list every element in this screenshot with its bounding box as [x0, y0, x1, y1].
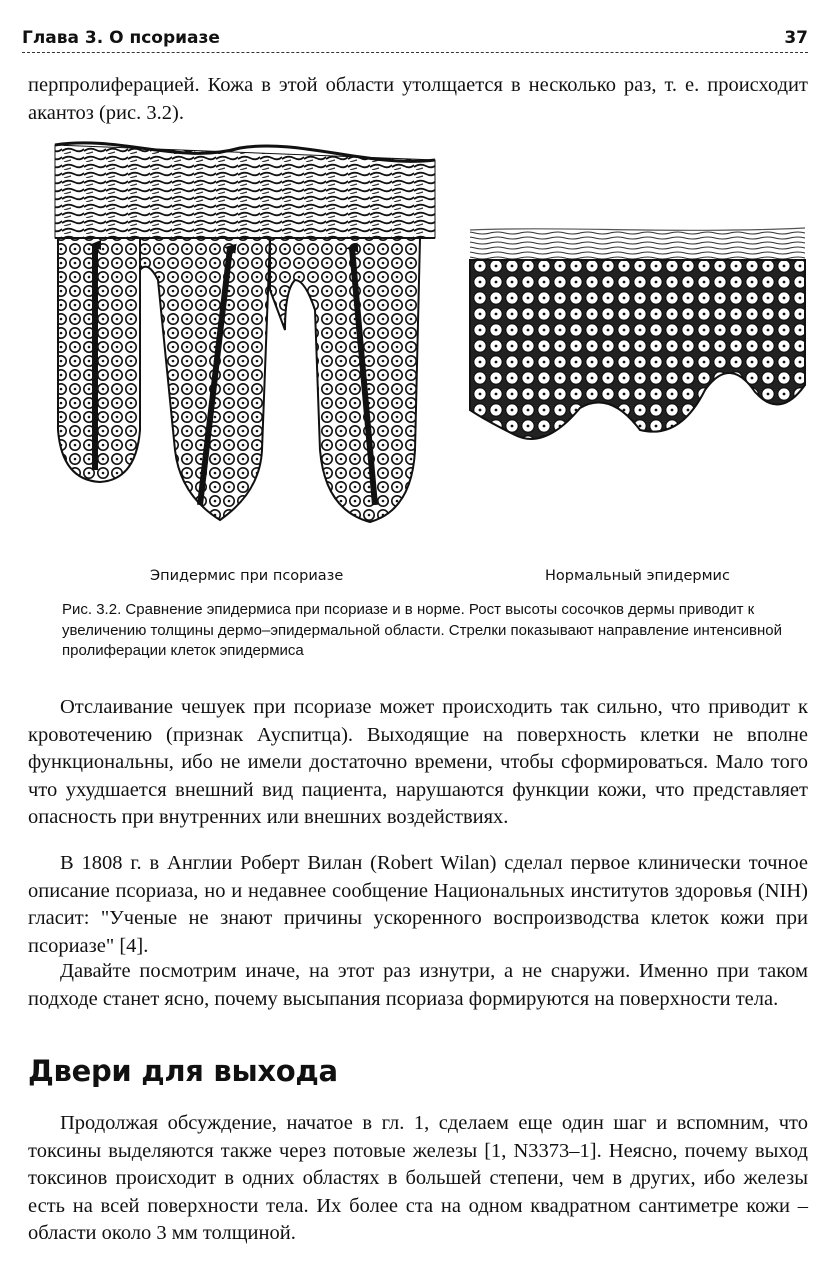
paragraph-inside-view: [28, 958, 808, 1013]
paragraph-auspitz: [28, 694, 808, 832]
paragraph-text: Отслаивание чешуек при псориазе может происходить так сильно, что приводит к кровотечению (признак Ауспитца). Выходящие на поверхность клетки не вполне функциональны, ибо не имели достаточно времени, чтобы сформироваться. Мало того что ухудшается внешний вид пациента, нарушаются функции кожи, что представляет опасность при внутренних или внешних воздействиях.: [28, 696, 808, 828]
figure-label-psoriasis: Эпидермис при псориазе: [150, 568, 344, 584]
paragraph-text: Давайте посмотрим иначе, на этот раз изнутри, а не снаружи. Именно при таком подходе станет ясно, почему высыпания псориаза формируются на поверхности тела.: [28, 960, 808, 1010]
figure-epidermis-comparison: [40, 130, 810, 590]
chapter-title: Глава 3. О псориазе: [22, 28, 220, 48]
intro-paragraph: перпролиферацией. Кожа в этой области утолщается в несколько раз, т. е. происходит акантоз (рис. 3.2).: [28, 74, 808, 124]
figure-caption: [62, 600, 782, 662]
epidermis-illustration: [40, 130, 810, 560]
running-head: [22, 26, 808, 53]
figure-caption-text: Сравнение эпидермиса при псориазе и в норме. Рост высоты сосочков дермы приводит к увеличению толщины дермо–эпидермальной области. Стрелки показывают направление интенсивной пролиферации клеток эпидермиса: [62, 601, 782, 659]
psoriasis-epidermis: [55, 143, 435, 522]
paragraph-wilan: [28, 850, 808, 960]
section-heading: Двери для выхода: [28, 1054, 338, 1088]
page-number: 37: [784, 28, 808, 48]
normal-epidermis: [470, 228, 805, 439]
figure-caption-number: Рис. 3.2.: [62, 601, 122, 618]
paragraph-text: В 1808 г. в Англии Роберт Вилан (Robert Wilan) сделал первое клинически точное описание псориаза, но и недавнее сообщение Национальных институтов здоровья (NIH) гласит: "Ученые не знают причины ускоренного воспроизводства клеток кожи при псориазе" [4].: [28, 852, 808, 957]
figure-label-normal: Нормальный эпидермис: [545, 568, 730, 584]
paragraph-sweat-glands: [28, 1110, 808, 1248]
paragraph-text: Продолжая обсуждение, начатое в гл. 1, сделаем еще один шаг и вспомним, что токсины выделяются также через потовые железы [1, N3373–1]. Неясно, почему выход токсинов происходит в одних областях в большей степени, чем в других, ибо железы есть на всей поверхности тела. Их более ста на одном квадратном сантиметре кожи – области около 3 мм толщиной.: [28, 1112, 808, 1244]
